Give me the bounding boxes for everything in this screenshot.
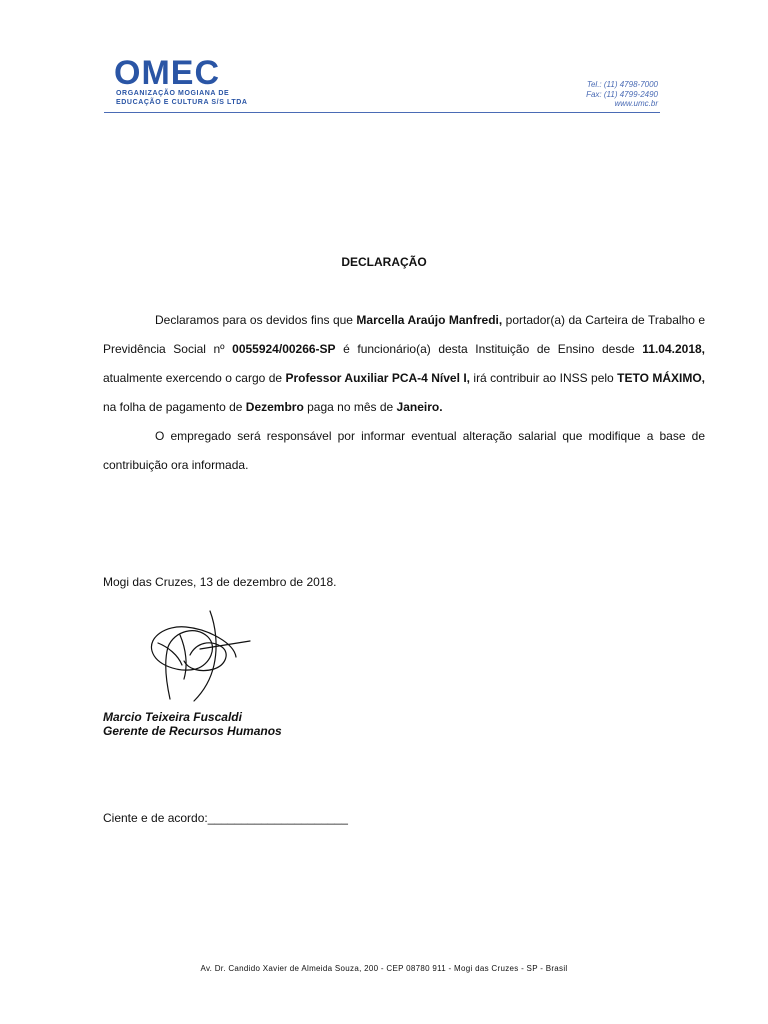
signer-name: Marcio Teixeira Fuscaldi <box>103 710 242 724</box>
footer-address: Av. Dr. Candido Xavier de Almeida Souza, 200 - CEP 08780 911 - Mogi das Cruzes - SP - Brasil <box>200 964 568 973</box>
p1-text-5: irá contribuir ao INSS pelo <box>470 371 618 385</box>
paid-month: Janeiro. <box>396 400 443 414</box>
omec-logo: OMEC <box>114 54 220 92</box>
employee-name: Marcella Araújo Manfredi, <box>356 313 503 327</box>
header-divider <box>104 112 660 113</box>
signer-block <box>103 710 282 738</box>
phone: Tel.: (11) 4798-7000 <box>586 80 658 89</box>
ctps-number: 0055924/00266-SP <box>232 342 336 356</box>
declaration-body <box>103 306 705 480</box>
declaration-paragraph-1 <box>103 306 705 422</box>
p1-text-6: na folha de pagamento de <box>103 400 246 414</box>
p1-text-4: atualmente exercendo o cargo de <box>103 371 286 385</box>
handwritten-signature <box>138 603 256 705</box>
p1-text-2: portador(a) da Carteira de Trabalho e Previdência Social nº <box>103 313 705 356</box>
contribution-ceiling: TETO MÁXIMO, <box>617 371 705 385</box>
p1-text-7: paga no mês de <box>303 400 397 414</box>
agreement-line: Ciente e de acordo:_____________________ <box>103 811 348 825</box>
signer-role: Gerente de Recursos Humanos <box>103 724 282 738</box>
logo-subtitle-line-2: EDUCAÇÃO E CULTURA S/S LTDA <box>116 99 248 106</box>
contact-info <box>586 80 658 109</box>
document-title: DECLARAÇÃO <box>341 255 427 269</box>
logo-subtitle <box>116 89 248 107</box>
letterhead <box>104 52 660 114</box>
fax: Fax: (11) 4799-2490 <box>586 89 658 99</box>
place-and-date: Mogi das Cruzes, 13 de dezembro de 2018. <box>103 575 337 589</box>
payroll-month: Dezembro <box>245 400 304 414</box>
website: www.umc.br <box>614 99 658 108</box>
job-position: Professor Auxiliar PCA-4 Nível I, <box>285 371 470 385</box>
admission-date: 11.04.2018, <box>642 342 705 356</box>
declaration-paragraph-2: O empregado será responsável por informar eventual alteração salarial que modifique a base de contribuição ora informada. <box>103 429 705 472</box>
logo-subtitle-line-1: ORGANIZAÇÃO MOGIANA DE <box>116 90 230 97</box>
p1-text-3: é funcionário(a) desta Instituição de Ensino desde <box>335 342 643 356</box>
p1-text-1: Declaramos para os devidos fins que <box>155 313 357 327</box>
